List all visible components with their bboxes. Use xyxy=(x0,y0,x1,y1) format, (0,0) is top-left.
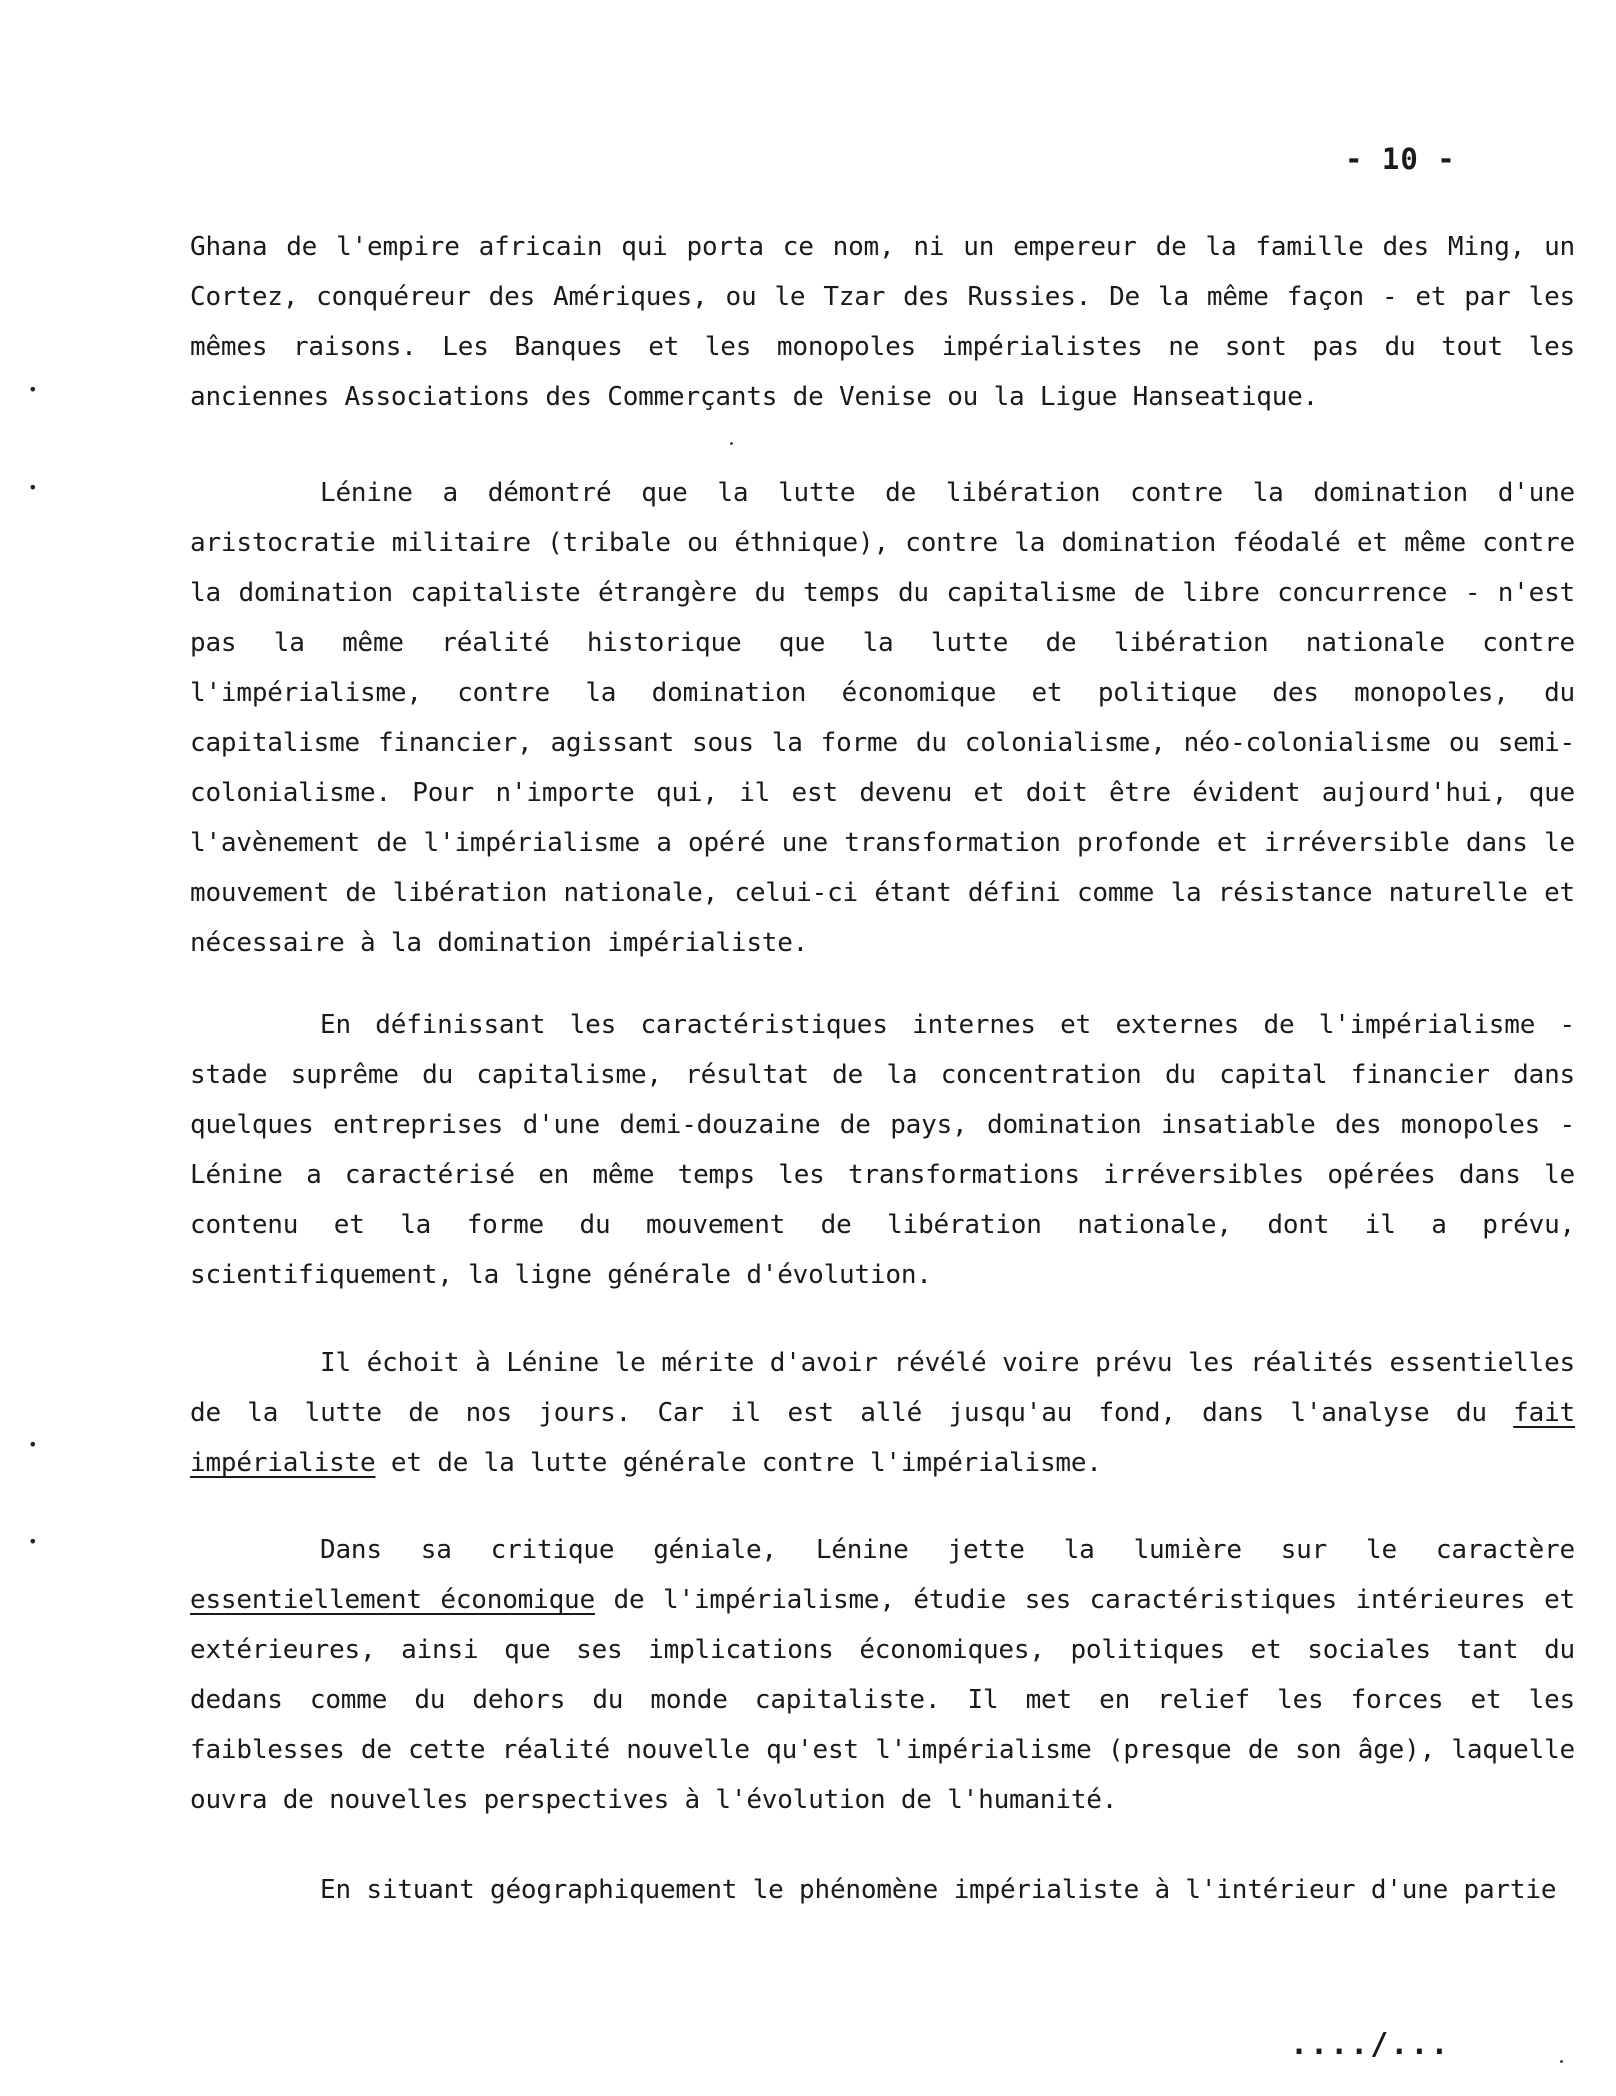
margin-mark-4: • xyxy=(28,1532,38,1551)
paragraph-4-text-start: Il échoit à Lénine le mérite d'avoir révélé voire prévu les réalités essentielles de la lutte de nos jours. Car il est allé jusqu'au fond, dans l'analyse du xyxy=(190,1348,1575,1428)
paragraph-6-text: En situant géographiquement le phénomène impérialiste à l'intérieur d'une partie xyxy=(320,1875,1557,1905)
paragraph-1-text: Ghana de l'empire africain qui porta ce nom, ni un empereur de la famille des Ming, un Cortez, conquéreur des Amériques, ou le Tzar des Russies. De la même façon - et par les mêmes raisons. Les Banques et les monopoles impérialistes ne sont pas du tout les anciennes Associations des Commerçants de Venise ou la Ligue Hanseatique. xyxy=(190,232,1575,412)
paragraph-4 xyxy=(190,1338,1575,1488)
page-number: - 10 - xyxy=(1345,142,1456,176)
margin-mark-3: • xyxy=(28,1435,38,1454)
margin-mark-1: • xyxy=(28,380,38,399)
stray-dot xyxy=(730,442,733,445)
paragraph-2 xyxy=(190,468,1575,968)
paragraph-5 xyxy=(190,1525,1575,1825)
paragraph-1 xyxy=(190,222,1575,422)
paragraph-4-underlined-term: fait impérialiste xyxy=(190,1398,1575,1478)
margin-mark-2: • xyxy=(28,478,38,497)
paragraph-6 xyxy=(190,1865,1575,1915)
paragraph-5-underlined-term: essentiellement économique xyxy=(190,1585,595,1615)
paragraph-4-text-end: et de la lutte générale contre l'impérialisme. xyxy=(375,1448,1102,1478)
continuation-mark: ..../... xyxy=(1290,2027,1451,2062)
paragraph-3 xyxy=(190,1000,1575,1300)
paragraph-5-text-end: de l'impérialisme, étudie ses caractéristiques intérieures et extérieures, ainsi que ses implications économiques, politiques et sociales tant du dedans comme du dehors du monde capitaliste. Il met en relief les forces et les faiblesses de cette réalité nouvelle qu'est l'impérialisme (presque de son âge), laquelle ouvra de nouvelles perspectives à l'évolution de l'humanité. xyxy=(190,1585,1576,1815)
paragraph-5-text-start: Dans sa critique géniale, Lénine jette la lumière sur le caractère xyxy=(320,1535,1575,1565)
paragraph-2-text: Lénine a démontré que la lutte de libération contre la domination d'une aristocratie militaire (tribale ou éthnique), contre la domination féodalé et même contre la domination capitaliste étrangère du temps du capitalisme de libre concurrence - n'est pas la même réalité historique que la lutte de libération nationale contre l'impérialisme, contre la domination économique et politique des monopoles, du capitalisme financier, agissant sous la forme du colonialisme, néo-colonialisme ou semi-colonialisme. Pour n'importe qui, il est devenu et doit être évident aujourd'hui, que l'avènement de l'impérialisme a opéré une transformation profonde et irréversible dans le mouvement de libération nationale, celui-ci étant défini comme la résistance naturelle et nécessaire à la domination impérialiste. xyxy=(190,478,1575,958)
paragraph-3-text: En définissant les caractéristiques internes et externes de l'impérialisme - stade suprême du capitalisme, résultat de la concentration du capital financier dans quelques entreprises d'une demi-douzaine de pays, domination insatiable des monopoles - Lénine a caractérisé en même temps les transformations irréversibles opérées dans le contenu et la forme du mouvement de libération nationale, dont il a prévu, scientifiquement, la ligne générale d'évolution. xyxy=(190,1010,1575,1290)
stray-dot xyxy=(1560,2060,1563,2063)
